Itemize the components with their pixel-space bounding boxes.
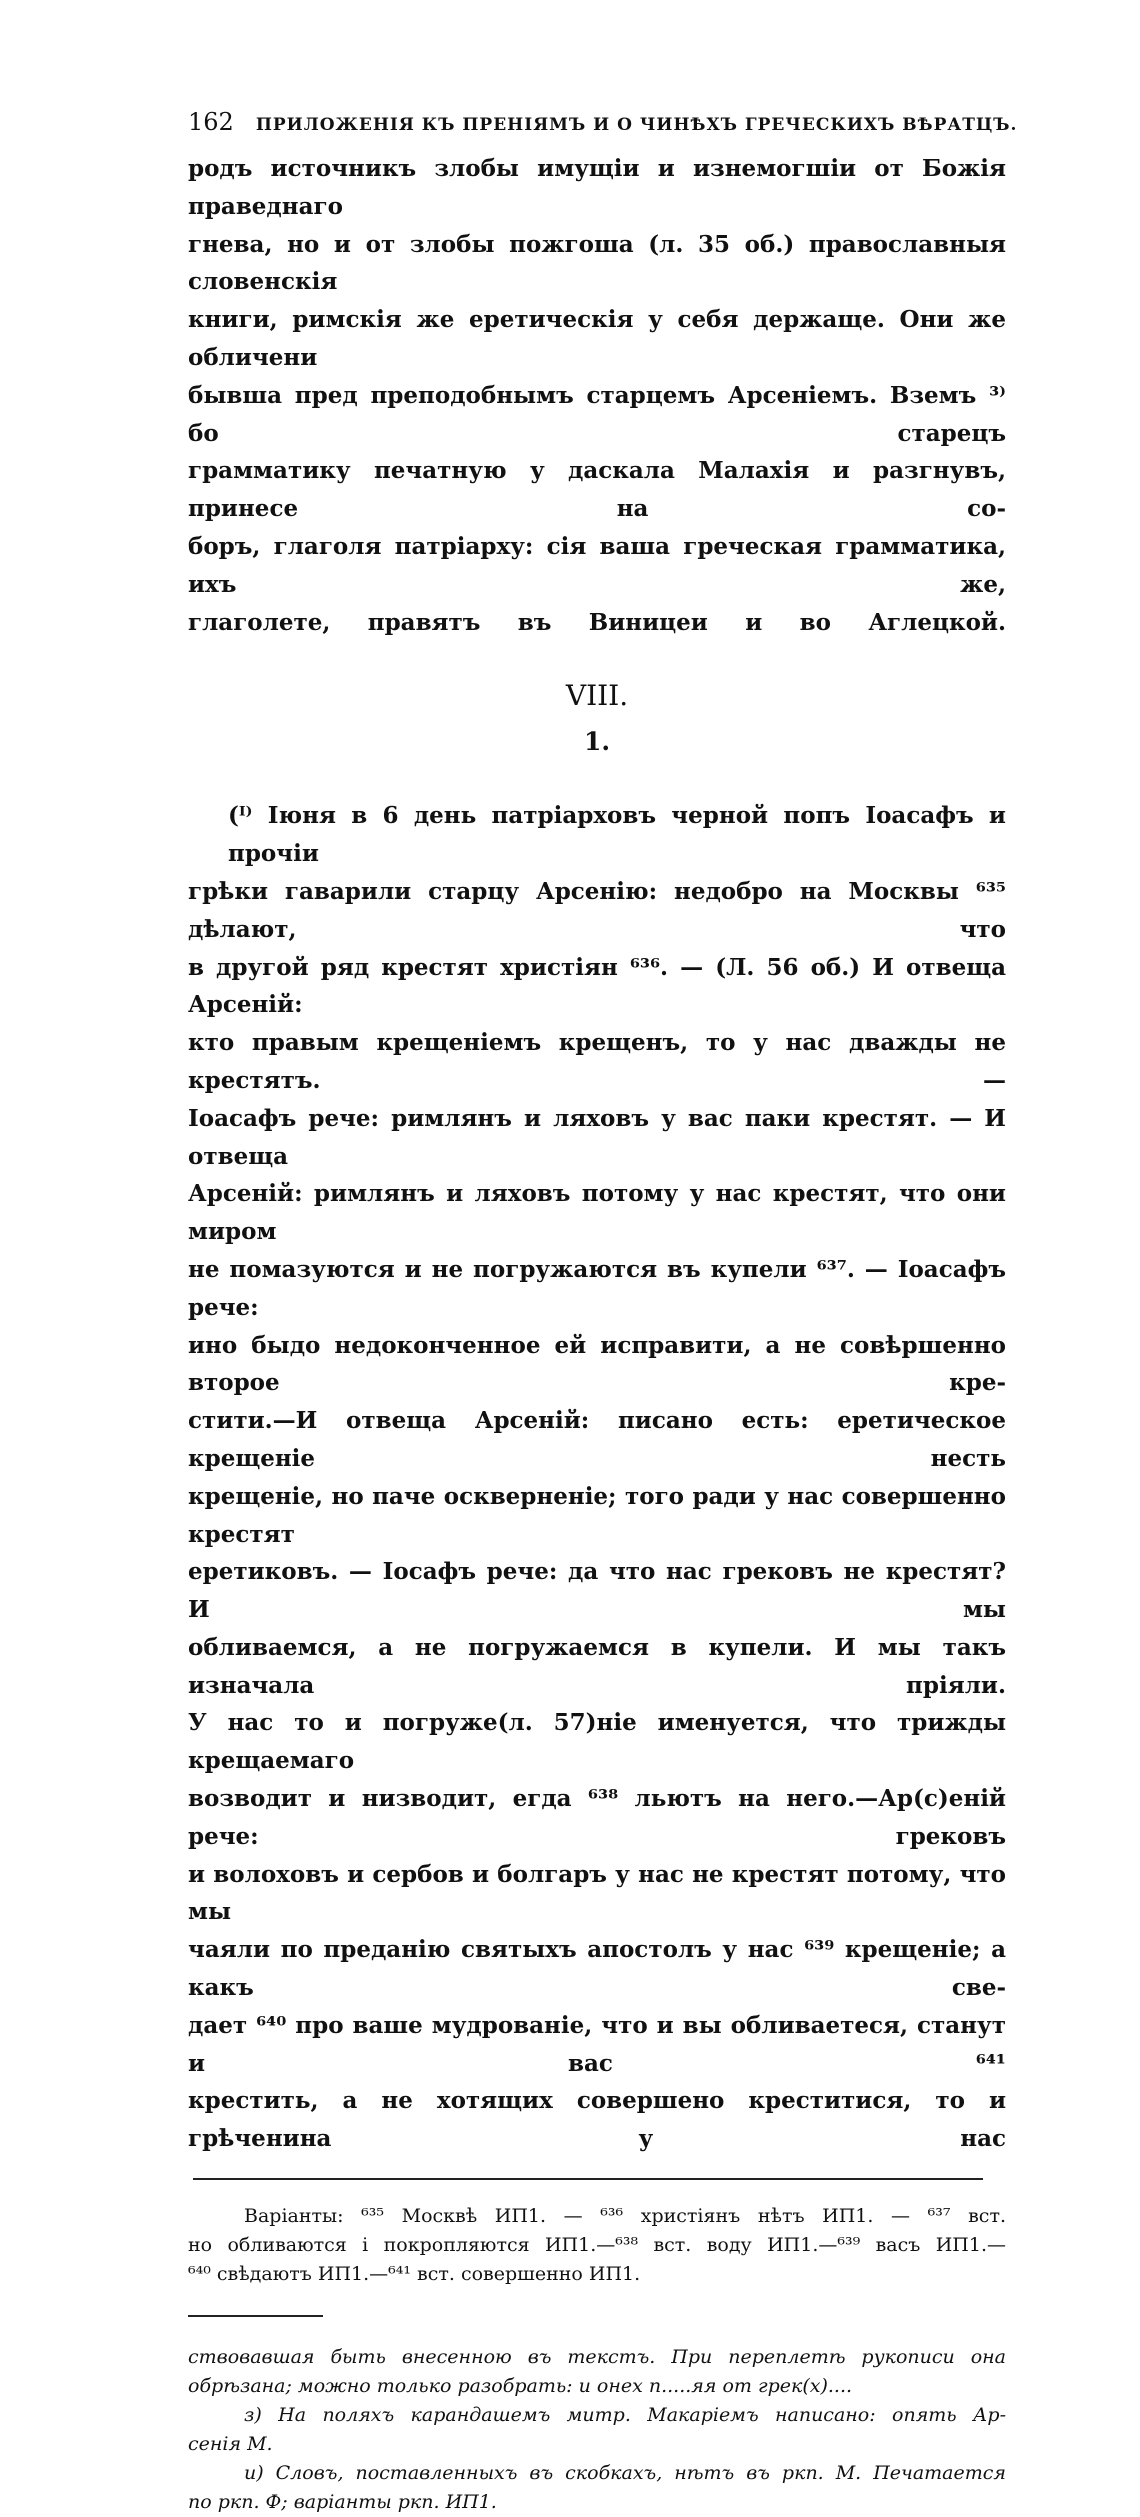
variant-line: но обливаются і покропляются ИП1.—⁶³⁸ вст. воду ИП1.—⁶³⁹ васъ ИП1.— xyxy=(188,2234,1006,2257)
text-line: Арсеній: римлянъ и ляховъ потому у нас крестят, что они миром xyxy=(188,1180,1006,1246)
text-line: ино быдо недоконченное ей исправити, а не совѣршенно второе кре- xyxy=(188,1331,1006,1397)
text-line: гнева, но и от злобы пожгоша (л. 35 об.) православныя словенскія xyxy=(188,230,1006,296)
text-line: еретиковъ. — Іосафъ рече: да что нас грековъ не крестят? И мы xyxy=(188,1558,1006,1624)
text-line: крещеніе, но паче оскверненіе; того ради у нас совершенно крестят xyxy=(188,1482,1006,1548)
variants-block xyxy=(188,2202,1006,2289)
footnote-divider xyxy=(193,2178,983,2180)
text-line: в другой ряд крестят христіян ⁶³⁶. — (Л. 56 об.) И отвеща Арсеній: xyxy=(188,953,1006,1019)
variant-line: ⁶⁴⁰ свѣдаютъ ИП1.—⁶⁴¹ вст. совершенно ИП1. xyxy=(188,2263,641,2286)
variant-line: Варіанты: ⁶³⁵ Москвѣ ИП1. — ⁶³⁶ христіянъ нѣтъ ИП1. — ⁶³⁷ вст. xyxy=(244,2205,1006,2228)
book-page xyxy=(188,108,1018,2517)
footnotes-block xyxy=(188,2343,1006,2517)
footnote-line: з) На поляхъ карандашемъ митр. Макаріемъ написано: опять Ар- xyxy=(244,2404,1006,2427)
text-line: обливаемся, а не погружаемся в купели. И мы такъ изначала пріяли. xyxy=(188,1633,1006,1699)
text-line: глаголете, правятъ въ Виницеи и во Аглецкой. xyxy=(188,608,1006,636)
text-line: бывша пред преподобнымъ старцемъ Арсеніемъ. Вземъ ³⁾ бо старецъ xyxy=(188,381,1006,447)
page-header xyxy=(188,108,1018,136)
subsection-number: 1. xyxy=(583,727,611,757)
footnote-line: обрѣзана; можно только разобрать: и онех п.....яя от грек(х).... xyxy=(188,2375,853,2398)
footnote-line: по ркп. Ф; варіанты ркп. ИП1. xyxy=(188,2491,497,2514)
footnote-line: ствовавшая быть внесенною въ текстъ. При переплетѣ рукописи она xyxy=(188,2346,1006,2369)
main-paragraph xyxy=(188,797,1006,2158)
notes-divider xyxy=(188,2315,323,2317)
running-title: ПРИЛОЖЕНІЯ КЪ ПРЕНІЯМЪ И О ЧИНѢХЪ ГРЕЧЕСКИХЪ ВѢРАТЦЪ. xyxy=(255,115,1018,135)
footnote-line: сенія М. xyxy=(188,2433,273,2456)
text-line: боръ, глаголя патріарху: сія ваша греческая грамматика, ихъ же, xyxy=(188,532,1006,598)
text-line: грамматику печатную у даскала Малахія и разгнувъ, принесе на со- xyxy=(188,457,1006,523)
section-number: VIII. xyxy=(565,679,629,713)
top-paragraph xyxy=(188,150,1006,641)
text-line: родъ источникъ злобы имущіи и изнемогшіи от Божія праведнаго xyxy=(188,155,1006,220)
text-line: кто правым крещеніемъ крещенъ, то у нас дважды не крестятъ. — xyxy=(188,1029,1006,1094)
text-line: крестить, а не хотящих совершено креститися, то и грѣченина у нас xyxy=(188,2087,1006,2153)
text-line: стити.—И отвеща Арсеній: писано есть: еретическое крещеніе несть xyxy=(188,1407,1006,1472)
text-line: У нас то и погруже(л. 57)ніе именуется, что трижды крещаемаго xyxy=(188,1709,1006,1775)
page-number: 162 xyxy=(188,108,234,136)
text-line: книги, римскія же еретическія у себя держаще. Они же обличени xyxy=(188,306,1006,371)
text-line: не помазуются и не погружаются въ купели ⁶³⁷. — Іоасафъ рече: xyxy=(188,1255,1006,1321)
text-line: возводит и низводит, егда ⁶³⁸ льютъ на него.—Ар(с)еній рече: грековъ xyxy=(188,1785,1006,1850)
text-line: грѣки гаварили старцу Арсенію: недобро на Москвы ⁶³⁵ дѣлают, что xyxy=(188,877,1006,943)
text-line: и волоховъ и сербов и болгаръ у нас не крестят потому, что мы xyxy=(188,1860,1006,1926)
footnote-line: и) Словъ, поставленныхъ въ скобкахъ, нѣтъ въ ркп. М. Печатается xyxy=(244,2462,1006,2485)
text-line: (ᴵ⁾ Іюня в 6 день патріарховъ черной попъ Іоасафъ и прочіи xyxy=(228,802,1006,868)
text-line: Іоасафъ рече: римлянъ и ляховъ у вас паки крестят. — И отвеща xyxy=(188,1104,1006,1170)
text-line: дает ⁶⁴⁰ про ваше мудрованіе, что и вы обливаетеся, станут и вас ⁶⁴¹ xyxy=(188,2011,1006,2077)
text-line: чаяли по преданію святыхъ апостолъ у нас ⁶³⁹ крещеніе; а какъ све- xyxy=(188,1936,1006,2002)
